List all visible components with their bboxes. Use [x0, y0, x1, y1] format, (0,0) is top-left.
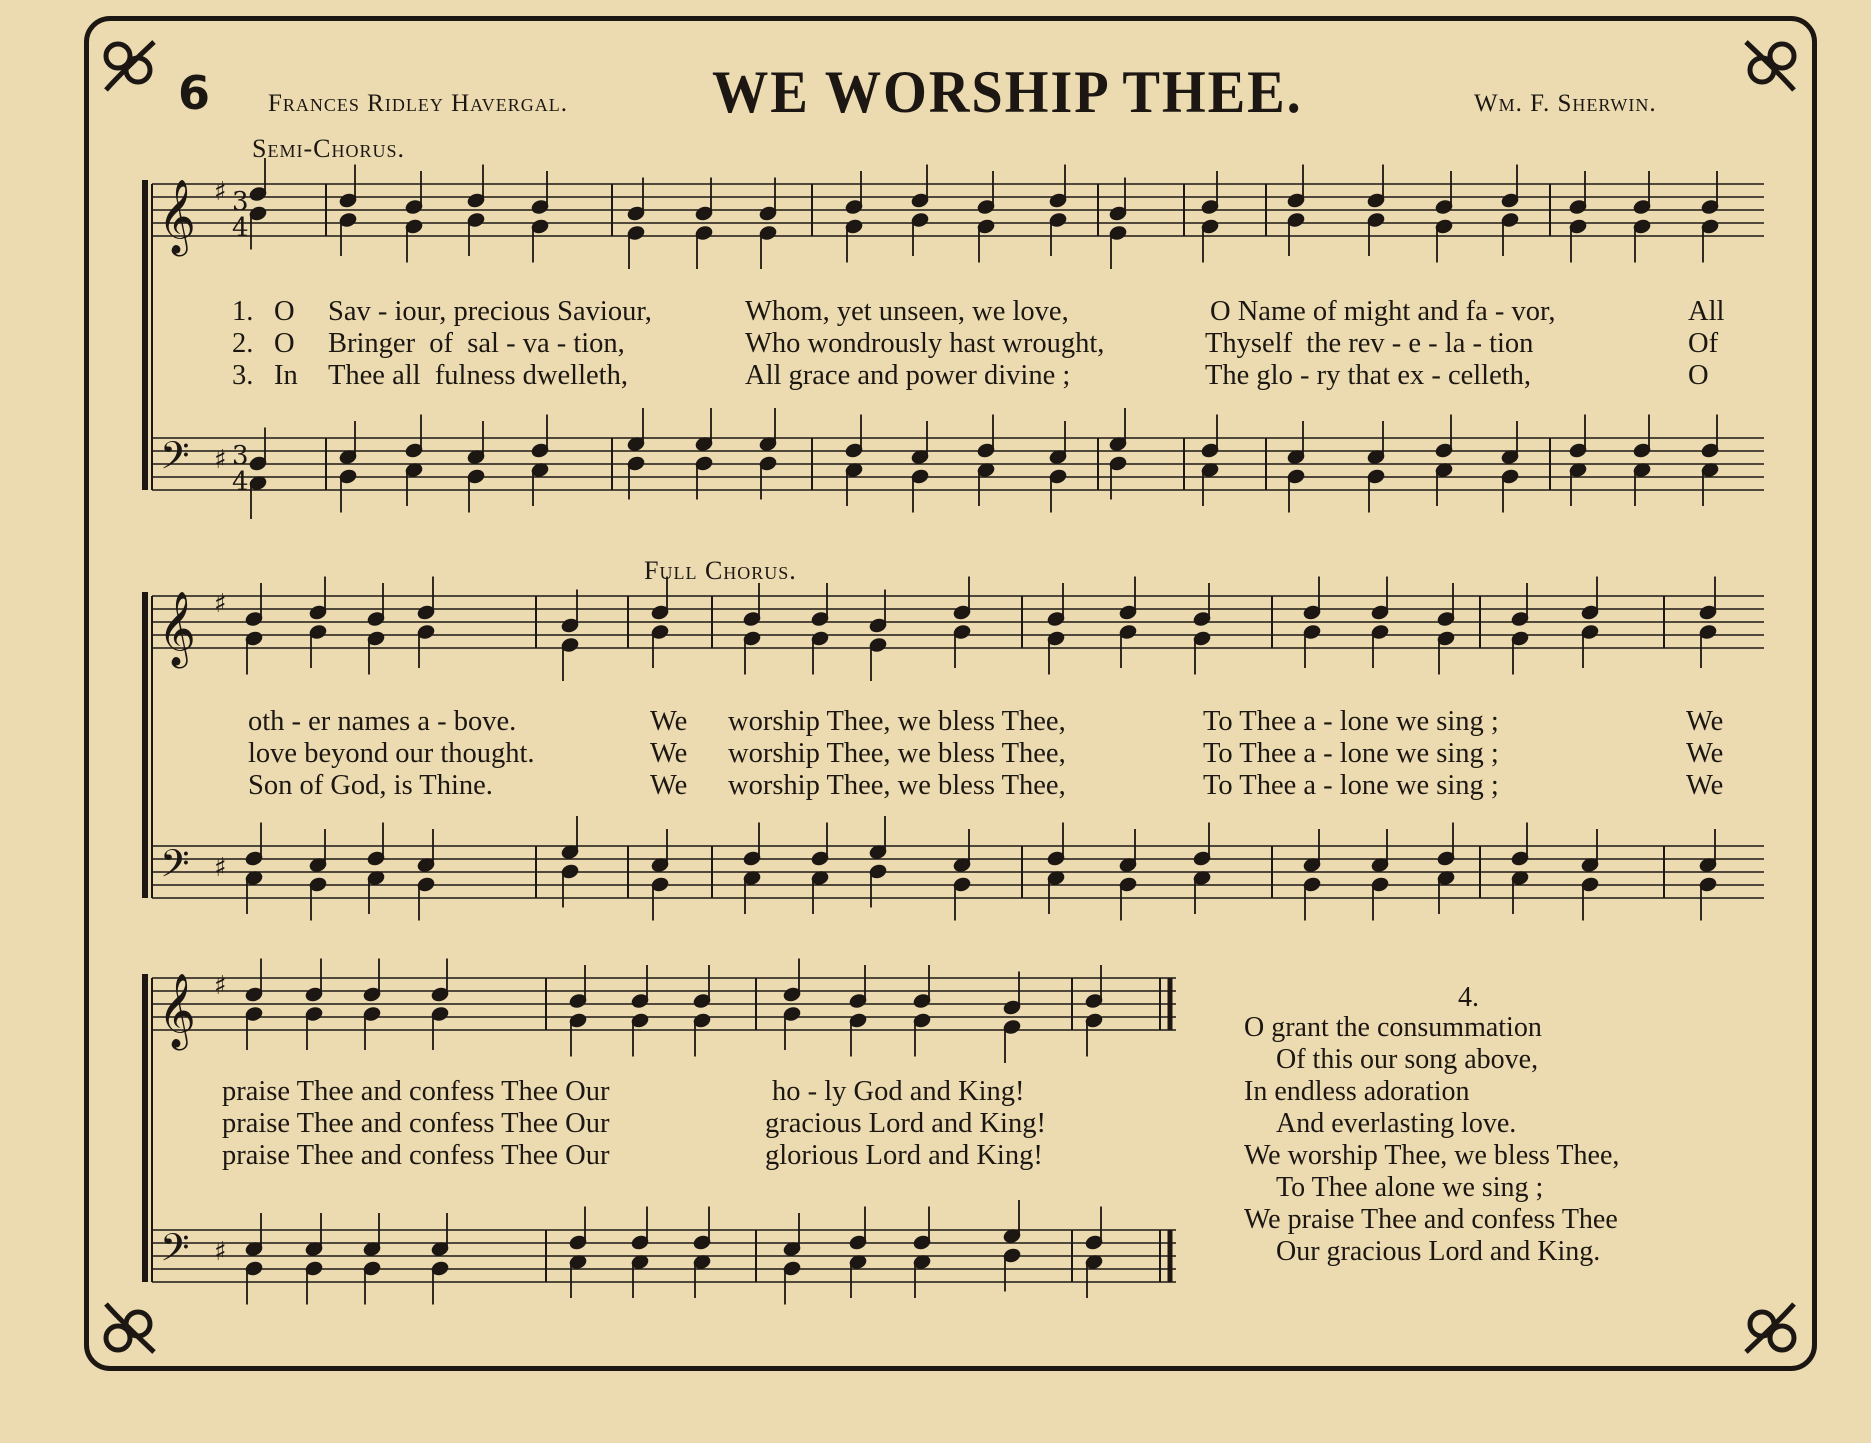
bass-clef: 𝄢	[160, 1225, 190, 1279]
hymn-number: 6	[178, 66, 211, 120]
lyric-phrase: praise Thee and confess Thee Our	[222, 1140, 610, 1171]
lyric-phrase: love beyond our thought.	[248, 738, 535, 769]
lyric-word: Of	[1688, 328, 1719, 359]
stanza4-line: To Thee alone we sing ;	[1276, 1172, 1544, 1203]
lyric-phrase: Thyself the rev - e - la - tion	[1205, 328, 1534, 359]
key-signature-sharp: ♯	[214, 971, 227, 1001]
stanza4-line: And everlasting love.	[1276, 1108, 1517, 1139]
stanza4-line: In endless adoration	[1244, 1076, 1470, 1107]
lyric-phrase: To Thee a - lone we sing ;	[1203, 706, 1499, 737]
key-signature-sharp: ♯	[214, 445, 227, 475]
lyric-phrase: praise Thee and confess Thee Our	[222, 1076, 610, 1107]
lyric-phrase: worship Thee, we bless Thee,	[728, 770, 1066, 801]
system-bracket	[142, 974, 148, 1282]
lyric-phrase: gracious Lord and King!	[765, 1108, 1046, 1139]
verse-number: 3.	[232, 360, 254, 391]
treble-clef: 𝄞	[158, 180, 196, 254]
key-signature-sharp: ♯	[214, 1237, 227, 1267]
lyric-word: We	[650, 706, 688, 737]
lyric-phrase: worship Thee, we bless Thee,	[728, 706, 1066, 737]
lyric-phrase: To Thee a - lone we sing ;	[1203, 738, 1499, 769]
key-signature-sharp: ♯	[214, 853, 227, 883]
key-signature-sharp: ♯	[214, 589, 227, 619]
treble-clef: 𝄞	[158, 974, 196, 1048]
lyric-word: We	[1686, 770, 1724, 801]
lyric-phrase: O Name of might and fa - vor,	[1210, 296, 1556, 327]
stanza4-line: Our gracious Lord and King.	[1276, 1236, 1601, 1267]
lyric-phrase: worship Thee, we bless Thee,	[728, 738, 1066, 769]
time-signature-bottom: 4	[232, 467, 249, 497]
stanza4-number: 4.	[1458, 982, 1479, 1013]
lyric-word: O	[1688, 360, 1709, 391]
lyric-word: We	[650, 738, 688, 769]
lyric-phrase: Whom, yet unseen, we love,	[745, 296, 1069, 327]
lyric-phrase: The glo - ry that ex - celleth,	[1205, 360, 1532, 391]
bass-clef: 𝄢	[160, 841, 190, 895]
lyric-word: We	[650, 770, 688, 801]
time-signature-top: 3	[232, 441, 249, 471]
lyric-phrase: ho - ly God and King!	[772, 1076, 1025, 1107]
full-chorus-label: Full Chorus.	[644, 556, 797, 585]
system-bracket	[142, 180, 148, 490]
lyric-word: O	[274, 328, 295, 359]
poet-credit: Frances Ridley Havergal.	[268, 90, 569, 117]
lyric-phrase: praise Thee and confess Thee Our	[222, 1108, 610, 1139]
lyric-phrase: Bringer of sal - va - tion,	[328, 328, 625, 359]
lyric-word: All	[1688, 296, 1725, 327]
key-signature-sharp: ♯	[214, 177, 227, 207]
composer-credit: Wm. F. Sherwin.	[1474, 90, 1657, 117]
lyric-phrase: glorious Lord and King!	[765, 1140, 1043, 1171]
lyric-phrase: All grace and power divine ;	[745, 360, 1071, 391]
semi-chorus-label: Semi-Chorus.	[252, 134, 405, 163]
lyric-word: We	[1686, 738, 1724, 769]
bass-clef: 𝄢	[160, 433, 190, 487]
time-signature-top: 3	[232, 187, 249, 217]
lyric-phrase: oth - er names a - bove.	[248, 706, 517, 737]
lyric-word: O	[274, 296, 295, 327]
lyric-phrase: To Thee a - lone we sing ;	[1203, 770, 1499, 801]
stanza4-line: Of this our song above,	[1276, 1044, 1539, 1075]
system-bracket	[142, 592, 148, 898]
lyric-phrase: Who wondrously hast wrought,	[745, 328, 1105, 359]
stanza4-line: We worship Thee, we bless Thee,	[1244, 1140, 1620, 1171]
hymn-title: WE WORSHIP THEE.	[712, 59, 1303, 125]
lyric-phrase: Thee all fulness dwelleth,	[328, 360, 628, 391]
stanza4-line: We praise Thee and confess Thee	[1244, 1204, 1618, 1235]
lyric-word: In	[274, 360, 298, 391]
lyric-word: We	[1686, 706, 1724, 737]
treble-clef: 𝄞	[158, 592, 196, 666]
time-signature-bottom: 4	[232, 213, 249, 243]
verse-number: 2.	[232, 328, 254, 359]
lyric-phrase: Sav - iour, precious Saviour,	[328, 296, 652, 327]
verse-number: 1.	[232, 296, 254, 327]
stanza4-line: O grant the consummation	[1244, 1012, 1542, 1043]
lyric-phrase: Son of God, is Thine.	[248, 770, 493, 801]
